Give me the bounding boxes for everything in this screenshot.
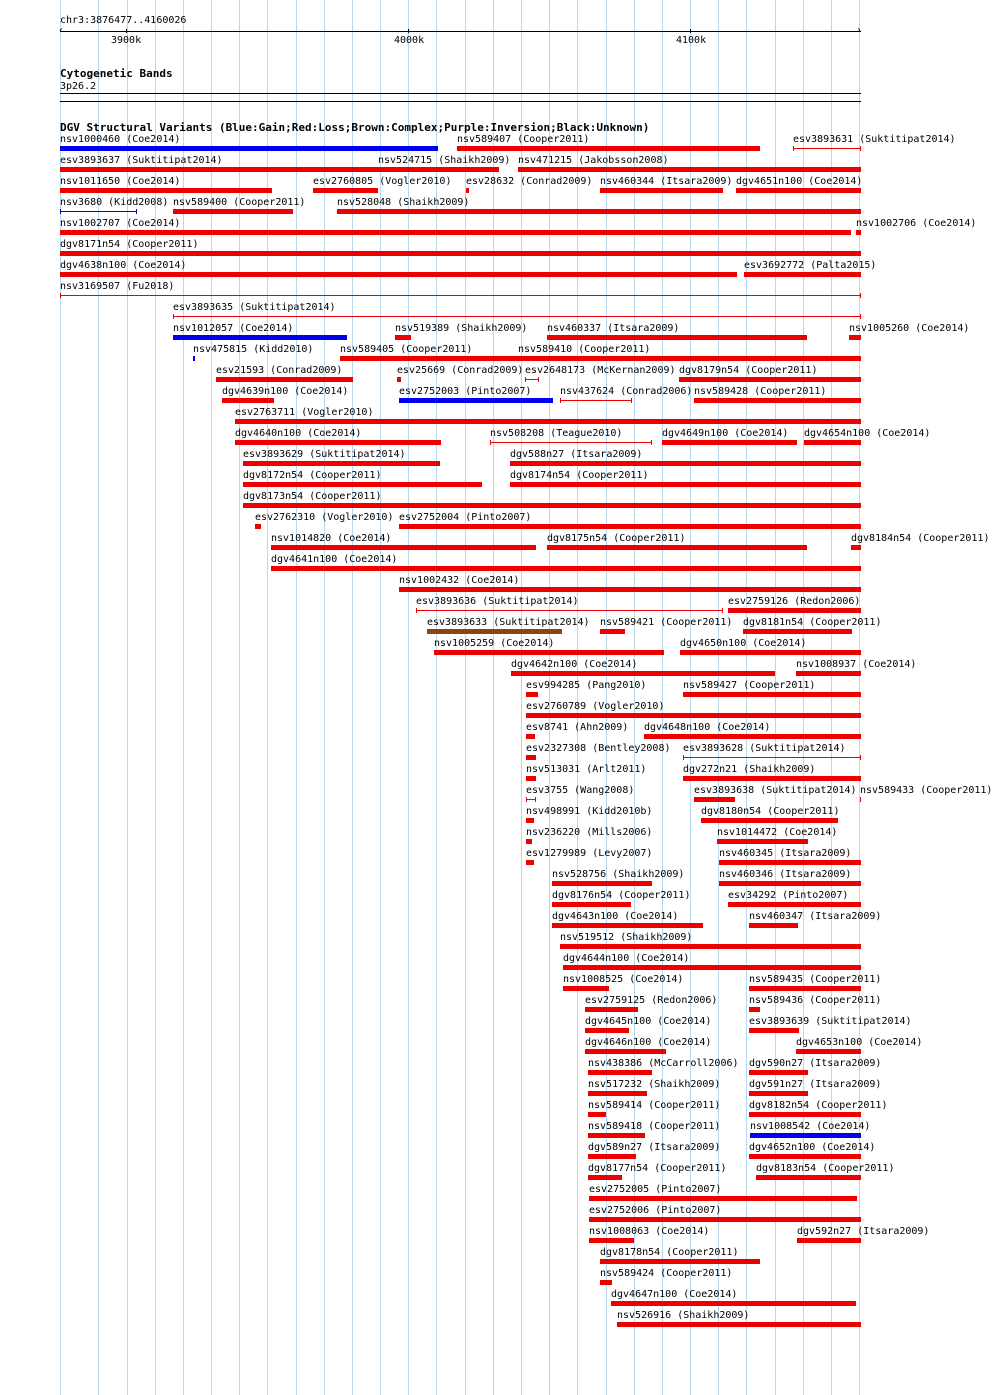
- sv-feature-label[interactable]: esv28632 (Conrad2009): [466, 176, 593, 187]
- sv-feature-endcap: [860, 293, 861, 298]
- sv-feature-endcap: [860, 755, 861, 760]
- sv-feature-label[interactable]: nsv1012057 (Coe2014): [173, 323, 294, 334]
- sv-feature-label[interactable]: dgv4639n100 (Coe2014): [222, 386, 349, 397]
- sv-feature-endcap: [525, 377, 526, 382]
- sv-feature-label[interactable]: nsv589433 (Cooper2011): [860, 785, 992, 796]
- sv-feature-label[interactable]: esv2759125 (Redon2006): [585, 995, 718, 1006]
- sv-feature-bar[interactable]: [694, 797, 735, 802]
- sv-feature-label[interactable]: nsv236220 (Mills2006): [526, 827, 653, 838]
- sv-feature-label[interactable]: dgv8181n54 (Cooper2011): [743, 617, 882, 628]
- sv-feature-span[interactable]: [416, 610, 723, 611]
- sv-feature-bar[interactable]: [60, 251, 861, 256]
- sv-feature-label[interactable]: nsv3680 (Kidd2008): [60, 197, 169, 208]
- sv-feature-label[interactable]: dgv4645n100 (Coe2014): [585, 1016, 712, 1027]
- sv-feature-label[interactable]: nsv1008542 (Coe2014): [750, 1121, 871, 1132]
- sv-feature-label[interactable]: dgv4651n100 (Coe2014): [736, 176, 863, 187]
- sv-feature-bar[interactable]: [585, 1049, 666, 1054]
- sv-feature-label[interactable]: nsv1014472 (Coe2014): [717, 827, 838, 838]
- sv-feature-bar[interactable]: [271, 545, 536, 550]
- sv-feature-label[interactable]: dgv4644n100 (Coe2014): [563, 953, 690, 964]
- sv-feature-bar[interactable]: [560, 944, 861, 949]
- sv-feature-label[interactable]: nsv528048 (Shaikh2009): [337, 197, 470, 208]
- sv-feature-label[interactable]: dgv8175n54 (Cooper2011): [547, 533, 686, 544]
- sv-feature-bar[interactable]: [749, 1007, 760, 1012]
- sv-feature-span[interactable]: [173, 316, 861, 317]
- sv-feature-bar[interactable]: [585, 1007, 638, 1012]
- sv-feature-bar[interactable]: [736, 188, 861, 193]
- sv-feature-label[interactable]: esv3692772 (Palta2015): [744, 260, 877, 271]
- sv-feature-endcap: [722, 608, 723, 613]
- sv-feature-label[interactable]: nsv589421 (Cooper2011): [600, 617, 733, 628]
- ruler-tick: [126, 29, 127, 33]
- sv-feature-label[interactable]: nsv589424 (Cooper2011): [600, 1268, 733, 1279]
- sv-feature-bar[interactable]: [547, 335, 807, 340]
- sv-feature-bar[interactable]: [851, 545, 861, 550]
- sv-feature-bar[interactable]: [466, 188, 469, 193]
- sv-feature-bar[interactable]: [60, 230, 851, 235]
- sv-feature-label[interactable]: dgv8174n54 (Cooper2011): [510, 470, 649, 481]
- sv-feature-bar[interactable]: [510, 482, 861, 487]
- sv-feature-label[interactable]: esv3893638 (Suktitipat2014): [694, 785, 857, 796]
- sv-feature-bar[interactable]: [526, 692, 538, 697]
- sv-feature-span[interactable]: [60, 295, 861, 296]
- grid-line: [98, 0, 99, 1395]
- dgv-track-title: DGV Structural Variants (Blue:Gain;Red:Loss;Brown:Complex;Purple:Inversion;Black:Unknown): [60, 121, 650, 134]
- sv-feature-label[interactable]: dgv8184n54 (Cooper2011): [851, 533, 990, 544]
- sv-feature-label[interactable]: esv2327308 (Bentley2008): [526, 743, 671, 754]
- sv-feature-label[interactable]: nsv1002432 (Coe2014): [399, 575, 520, 586]
- sv-feature-bar[interactable]: [588, 1154, 636, 1159]
- sv-feature-bar[interactable]: [526, 713, 861, 718]
- sv-feature-bar[interactable]: [749, 1070, 808, 1075]
- sv-feature-bar[interactable]: [860, 797, 861, 802]
- sv-feature-endcap: [535, 797, 536, 802]
- sv-feature-bar[interactable]: [749, 1112, 861, 1117]
- sv-feature-bar[interactable]: [756, 1175, 861, 1180]
- sv-feature-label[interactable]: dgv4643n100 (Coe2014): [552, 911, 679, 922]
- sv-feature-label[interactable]: nsv1008937 (Coe2014): [796, 659, 917, 670]
- sv-feature-label[interactable]: dgv8179n54 (Cooper2011): [679, 365, 818, 376]
- sv-feature-label[interactable]: dgv8180n54 (Cooper2011): [701, 806, 840, 817]
- sv-feature-label[interactable]: dgv4649n100 (Coe2014): [662, 428, 789, 439]
- sv-feature-label[interactable]: nsv513031 (Arlt2011): [526, 764, 647, 775]
- grid-line: [127, 0, 128, 1395]
- sv-feature-label[interactable]: dgv8173n54 (Cooper2011): [243, 491, 382, 502]
- sv-feature-bar[interactable]: [749, 1154, 861, 1159]
- sv-feature-label[interactable]: dgv4648n100 (Coe2014): [644, 722, 771, 733]
- sv-feature-label[interactable]: nsv438386 (McCarroll2006): [588, 1058, 739, 1069]
- sv-feature-bar[interactable]: [728, 608, 861, 613]
- sv-feature-bar[interactable]: [526, 818, 534, 823]
- sv-feature-label[interactable]: dgv4654n100 (Coe2014): [804, 428, 931, 439]
- sv-feature-bar[interactable]: [526, 755, 536, 760]
- sv-feature-label[interactable]: esv3893633 (Suktitipat2014): [427, 617, 590, 628]
- sv-feature-bar[interactable]: [547, 545, 807, 550]
- sv-feature-label[interactable]: dgv4642n100 (Coe2014): [511, 659, 638, 670]
- sv-feature-label[interactable]: nsv589410 (Cooper2011): [518, 344, 651, 355]
- ruler-tick: [408, 29, 409, 33]
- sv-feature-label[interactable]: dgv591n27 (Itsara2009): [749, 1079, 882, 1090]
- sv-feature-label[interactable]: esv2752004 (Pinto2007): [399, 512, 532, 523]
- sv-feature-bar[interactable]: [340, 356, 519, 361]
- sv-feature-bar[interactable]: [552, 881, 652, 886]
- sv-feature-label[interactable]: dgv8183n54 (Cooper2011): [756, 1163, 895, 1174]
- sv-feature-span[interactable]: [490, 442, 652, 443]
- sv-feature-label[interactable]: dgv4650n100 (Coe2014): [680, 638, 807, 649]
- sv-feature-bar[interactable]: [717, 839, 808, 844]
- sv-feature-endcap: [173, 314, 174, 319]
- sv-feature-bar[interactable]: [749, 923, 798, 928]
- sv-feature-bar[interactable]: [588, 1112, 606, 1117]
- sv-feature-label[interactable]: esv3893635 (Suktitipat2014): [173, 302, 336, 313]
- sv-feature-endcap: [60, 293, 61, 298]
- sv-feature-label[interactable]: nsv589436 (Cooper2011): [749, 995, 882, 1006]
- sv-feature-endcap: [793, 146, 794, 151]
- sv-feature-bar[interactable]: [60, 188, 272, 193]
- sv-feature-label[interactable]: dgv4646n100 (Coe2014): [585, 1037, 712, 1048]
- sv-feature-bar[interactable]: [589, 1196, 857, 1201]
- sv-feature-bar[interactable]: [395, 335, 411, 340]
- sv-feature-bar[interactable]: [235, 419, 861, 424]
- sv-feature-label[interactable]: dgv588n27 (Itsara2009): [510, 449, 643, 460]
- sv-feature-bar[interactable]: [662, 440, 797, 445]
- sv-feature-bar[interactable]: [60, 272, 737, 277]
- sv-feature-label[interactable]: dgv4641n100 (Coe2014): [271, 554, 398, 565]
- sv-feature-bar[interactable]: [518, 356, 861, 361]
- sv-feature-bar[interactable]: [611, 1301, 856, 1306]
- sv-feature-bar[interactable]: [173, 209, 293, 214]
- sv-feature-bar[interactable]: [511, 671, 775, 676]
- sv-feature-label[interactable]: esv8741 (Ahn2009): [526, 722, 629, 733]
- sv-feature-label[interactable]: dgv4653n100 (Coe2014): [796, 1037, 923, 1048]
- sv-feature-bar[interactable]: [644, 734, 861, 739]
- sv-feature-label[interactable]: nsv1002706 (Coe2014): [856, 218, 977, 229]
- sv-feature-label[interactable]: dgv8176n54 (Cooper2011): [552, 890, 691, 901]
- sv-feature-bar[interactable]: [600, 1280, 612, 1285]
- sv-feature-label[interactable]: dgv8182n54 (Cooper2011): [749, 1100, 888, 1111]
- sv-feature-bar[interactable]: [728, 902, 861, 907]
- sv-feature-bar[interactable]: [719, 881, 861, 886]
- sv-feature-bar[interactable]: [719, 860, 861, 865]
- sv-feature-span[interactable]: [683, 757, 861, 758]
- sv-feature-bar[interactable]: [243, 461, 440, 466]
- sv-feature-label[interactable]: nsv517232 (Shaikh2009): [588, 1079, 721, 1090]
- sv-feature-label[interactable]: nsv1008525 (Coe2014): [563, 974, 684, 985]
- ruler-region-label: chr3:3876477..4160026: [60, 15, 187, 26]
- sv-feature-bar[interactable]: [563, 965, 861, 970]
- grid-line: [296, 0, 297, 1395]
- sv-feature-label[interactable]: nsv589400 (Cooper2011): [173, 197, 306, 208]
- sv-feature-bar[interactable]: [526, 734, 535, 739]
- sv-feature-label[interactable]: nsv589418 (Cooper2011): [588, 1121, 721, 1132]
- sv-feature-bar[interactable]: [749, 1091, 808, 1096]
- ruler-right-arrow[interactable]: ›: [856, 25, 863, 36]
- sv-feature-label[interactable]: dgv8171n54 (Cooper2011): [60, 239, 199, 250]
- sv-feature-label[interactable]: dgv590n27 (Itsara2009): [749, 1058, 882, 1069]
- sv-feature-bar[interactable]: [804, 440, 861, 445]
- sv-feature-label[interactable]: esv994285 (Pang2010): [526, 680, 647, 691]
- ruler-left-arrow[interactable]: ‹: [58, 25, 65, 36]
- sv-feature-bar[interactable]: [600, 629, 625, 634]
- sv-feature-bar[interactable]: [399, 587, 861, 592]
- sv-feature-label[interactable]: esv2648173 (McKernan2009): [525, 365, 676, 376]
- sv-feature-bar[interactable]: [679, 377, 861, 382]
- grid-line: [155, 0, 156, 1395]
- sv-feature-bar[interactable]: [526, 860, 534, 865]
- sv-feature-bar[interactable]: [796, 671, 861, 676]
- sv-feature-endcap: [860, 314, 861, 319]
- sv-feature-bar[interactable]: [600, 188, 723, 193]
- sv-feature-endcap: [651, 440, 652, 445]
- sv-feature-bar[interactable]: [60, 146, 438, 151]
- sv-feature-bar[interactable]: [193, 356, 195, 361]
- sv-feature-endcap: [683, 755, 684, 760]
- sv-feature-endcap: [560, 398, 561, 403]
- sv-feature-label[interactable]: nsv1011650 (Coe2014): [60, 176, 181, 187]
- sv-feature-label[interactable]: esv2762310 (Vogler2010): [255, 512, 394, 523]
- sv-feature-label[interactable]: nsv528756 (Shaikh2009): [552, 869, 685, 880]
- sv-feature-bar[interactable]: [701, 818, 838, 823]
- sv-feature-label[interactable]: nsv589427 (Cooper2011): [683, 680, 816, 691]
- sv-feature-bar[interactable]: [222, 398, 274, 403]
- sv-feature-label[interactable]: nsv589428 (Cooper2011): [694, 386, 827, 397]
- sv-feature-label[interactable]: nsv508208 (Teague2010): [490, 428, 623, 439]
- ruler-axis: [60, 31, 861, 32]
- sv-feature-endcap: [631, 398, 632, 403]
- sv-feature-label[interactable]: esv34292 (Pinto2007): [728, 890, 849, 901]
- sv-feature-label[interactable]: dgv8178n54 (Cooper2011): [600, 1247, 739, 1258]
- cytoband-track-line: [60, 93, 861, 94]
- sv-feature-bar[interactable]: [399, 398, 553, 403]
- sv-feature-label[interactable]: nsv437624 (Conrad2006): [560, 386, 693, 397]
- sv-feature-bar[interactable]: [235, 440, 441, 445]
- sv-feature-label[interactable]: dgv8177n54 (Cooper2011): [588, 1163, 727, 1174]
- sv-feature-label[interactable]: esv2760805 (Vogler2010): [313, 176, 452, 187]
- track-separator: [60, 101, 861, 102]
- sv-feature-label[interactable]: esv3893639 (Suktitipat2014): [749, 1016, 912, 1027]
- sv-feature-bar[interactable]: [552, 902, 631, 907]
- sv-feature-bar[interactable]: [173, 335, 347, 340]
- sv-feature-span[interactable]: [60, 211, 137, 212]
- sv-feature-bar[interactable]: [617, 1322, 861, 1327]
- sv-feature-span[interactable]: [793, 148, 861, 149]
- sv-feature-bar[interactable]: [849, 335, 861, 340]
- sv-feature-bar[interactable]: [588, 1070, 652, 1075]
- sv-feature-label[interactable]: dgv4652n100 (Coe2014): [749, 1142, 876, 1153]
- sv-feature-bar[interactable]: [510, 461, 861, 466]
- sv-feature-label[interactable]: dgv4638n100 (Coe2014): [60, 260, 187, 271]
- sv-feature-bar[interactable]: [243, 482, 482, 487]
- sv-feature-bar[interactable]: [856, 230, 861, 235]
- sv-feature-label[interactable]: nsv1005259 (Coe2014): [434, 638, 555, 649]
- sv-feature-label[interactable]: esv2752005 (Pinto2007): [589, 1184, 722, 1195]
- grid-line: [324, 0, 325, 1395]
- sv-feature-label[interactable]: esv25669 (Conrad2009): [397, 365, 524, 376]
- sv-feature-label[interactable]: esv2752006 (Pinto2007): [589, 1205, 722, 1216]
- sv-feature-label[interactable]: nsv1014820 (Coe2014): [271, 533, 392, 544]
- cytoband-track-title: Cytogenetic Bands: [60, 67, 173, 80]
- sv-feature-endcap: [526, 797, 527, 802]
- sv-feature-label[interactable]: nsv519512 (Shaikh2009): [560, 932, 693, 943]
- sv-feature-label[interactable]: nsv589405 (Cooper2011): [340, 344, 473, 355]
- sv-feature-bar[interactable]: [750, 1133, 861, 1138]
- sv-feature-bar[interactable]: [526, 839, 532, 844]
- sv-feature-bar[interactable]: [588, 1091, 647, 1096]
- sv-feature-bar[interactable]: [434, 650, 664, 655]
- sv-feature-label[interactable]: nsv460345 (Itsara2009): [719, 848, 852, 859]
- sv-feature-label[interactable]: nsv524715 (Shaikh2009): [378, 155, 511, 166]
- sv-feature-label[interactable]: esv2752003 (Pinto2007): [399, 386, 532, 397]
- sv-feature-label[interactable]: nsv589435 (Cooper2011): [749, 974, 882, 985]
- sv-feature-label[interactable]: esv3893628 (Suktitipat2014): [683, 743, 846, 754]
- sv-feature-label[interactable]: nsv475815 (Kidd2010): [193, 344, 314, 355]
- sv-feature-label[interactable]: esv1279989 (Levy2007): [526, 848, 653, 859]
- sv-feature-bar[interactable]: [427, 629, 562, 634]
- sv-feature-label[interactable]: nsv1002707 (Coe2014): [60, 218, 181, 229]
- sv-feature-label[interactable]: nsv1000460 (Coe2014): [60, 134, 181, 145]
- sv-feature-label[interactable]: nsv519389 (Shaikh2009): [395, 323, 528, 334]
- sv-feature-bar[interactable]: [378, 167, 498, 172]
- sv-feature-bar[interactable]: [749, 1028, 799, 1033]
- sv-feature-endcap: [490, 440, 491, 445]
- sv-feature-bar[interactable]: [589, 1217, 861, 1222]
- sv-feature-bar[interactable]: [744, 272, 861, 277]
- sv-feature-label[interactable]: esv2760789 (Vogler2010): [526, 701, 665, 712]
- ruler-tick-label: 3900k: [111, 35, 142, 46]
- sv-feature-label[interactable]: dgv4640n100 (Coe2014): [235, 428, 362, 439]
- sv-feature-bar[interactable]: [563, 986, 609, 991]
- sv-feature-bar[interactable]: [271, 566, 861, 571]
- ruler-tick: [690, 29, 691, 33]
- sv-feature-label[interactable]: nsv460347 (Itsara2009): [749, 911, 882, 922]
- sv-feature-label[interactable]: nsv589414 (Cooper2011): [588, 1100, 721, 1111]
- sv-feature-bar[interactable]: [255, 524, 261, 529]
- sv-feature-label[interactable]: dgv592n27 (Itsara2009): [797, 1226, 930, 1237]
- sv-feature-bar[interactable]: [680, 650, 861, 655]
- sv-feature-label[interactable]: esv21593 (Conrad2009): [216, 365, 343, 376]
- sv-feature-bar[interactable]: [743, 629, 852, 634]
- sv-feature-bar[interactable]: [457, 146, 760, 151]
- sv-feature-bar[interactable]: [337, 209, 861, 214]
- sv-feature-endcap: [136, 209, 137, 214]
- sv-feature-span[interactable]: [560, 400, 632, 401]
- sv-feature-span[interactable]: [525, 379, 539, 380]
- sv-feature-label[interactable]: dgv272n21 (Shaikh2009): [683, 764, 816, 775]
- sv-feature-endcap: [538, 377, 539, 382]
- sv-feature-bar[interactable]: [749, 986, 861, 991]
- cytoband-label: 3p26.2: [60, 81, 97, 92]
- sv-feature-label[interactable]: nsv471215 (Jakobsson2008): [518, 155, 669, 166]
- sv-feature-bar[interactable]: [683, 776, 861, 781]
- sv-feature-label[interactable]: esv2763711 (Vogler2010): [235, 407, 374, 418]
- ruler-tick-label: 4100k: [676, 35, 707, 46]
- sv-feature-bar[interactable]: [694, 398, 861, 403]
- sv-feature-bar[interactable]: [589, 1238, 634, 1243]
- sv-feature-label[interactable]: esv2759126 (Redon2006): [728, 596, 861, 607]
- sv-feature-label[interactable]: nsv1005260 (Coe2014): [849, 323, 970, 334]
- sv-feature-label[interactable]: nsv589407 (Cooper2011): [457, 134, 590, 145]
- sv-feature-bar[interactable]: [585, 1028, 629, 1033]
- sv-feature-bar[interactable]: [216, 377, 353, 382]
- sv-feature-label[interactable]: nsv1008063 (Coe2014): [589, 1226, 710, 1237]
- sv-feature-endcap: [60, 209, 61, 214]
- sv-feature-label[interactable]: nsv460337 (Itsara2009): [547, 323, 680, 334]
- sv-feature-label[interactable]: dgv8172n54 (Cooper2011): [243, 470, 382, 481]
- sv-feature-label[interactable]: nsv460344 (Itsara2009): [600, 176, 733, 187]
- sv-feature-bar[interactable]: [797, 1238, 861, 1243]
- sv-feature-label[interactable]: dgv589n27 (Itsara2009): [588, 1142, 721, 1153]
- sv-feature-bar[interactable]: [399, 524, 861, 529]
- sv-feature-label[interactable]: esv3893631 (Suktitipat2014): [793, 134, 956, 145]
- sv-feature-label[interactable]: esv3755 (Wang2008): [526, 785, 635, 796]
- sv-feature-bar[interactable]: [552, 923, 703, 928]
- sv-feature-endcap: [860, 146, 861, 151]
- sv-feature-bar[interactable]: [588, 1175, 622, 1180]
- sv-feature-label[interactable]: nsv3169507 (Fu2018): [60, 281, 175, 292]
- ruler-tick-label: 4000k: [394, 35, 425, 46]
- sv-feature-label[interactable]: esv3893629 (Suktitipat2014): [243, 449, 406, 460]
- sv-feature-bar[interactable]: [313, 188, 378, 193]
- sv-feature-label[interactable]: nsv460346 (Itsara2009): [719, 869, 852, 880]
- sv-feature-bar[interactable]: [397, 377, 401, 382]
- sv-feature-label[interactable]: dgv4647n100 (Coe2014): [611, 1289, 738, 1300]
- sv-feature-bar[interactable]: [600, 1259, 760, 1264]
- sv-feature-bar[interactable]: [588, 1133, 645, 1138]
- sv-feature-bar[interactable]: [683, 692, 861, 697]
- sv-feature-endcap: [416, 608, 417, 613]
- sv-feature-label[interactable]: nsv498991 (Kidd2010b): [526, 806, 653, 817]
- sv-feature-bar[interactable]: [518, 167, 861, 172]
- sv-feature-label[interactable]: esv3893636 (Suktitipat2014): [416, 596, 579, 607]
- sv-feature-bar[interactable]: [526, 776, 536, 781]
- sv-feature-label[interactable]: nsv526916 (Shaikh2009): [617, 1310, 750, 1321]
- sv-feature-bar[interactable]: [796, 1049, 861, 1054]
- sv-feature-label[interactable]: esv3893637 (Suktitipat2014): [60, 155, 223, 166]
- sv-feature-bar[interactable]: [243, 503, 861, 508]
